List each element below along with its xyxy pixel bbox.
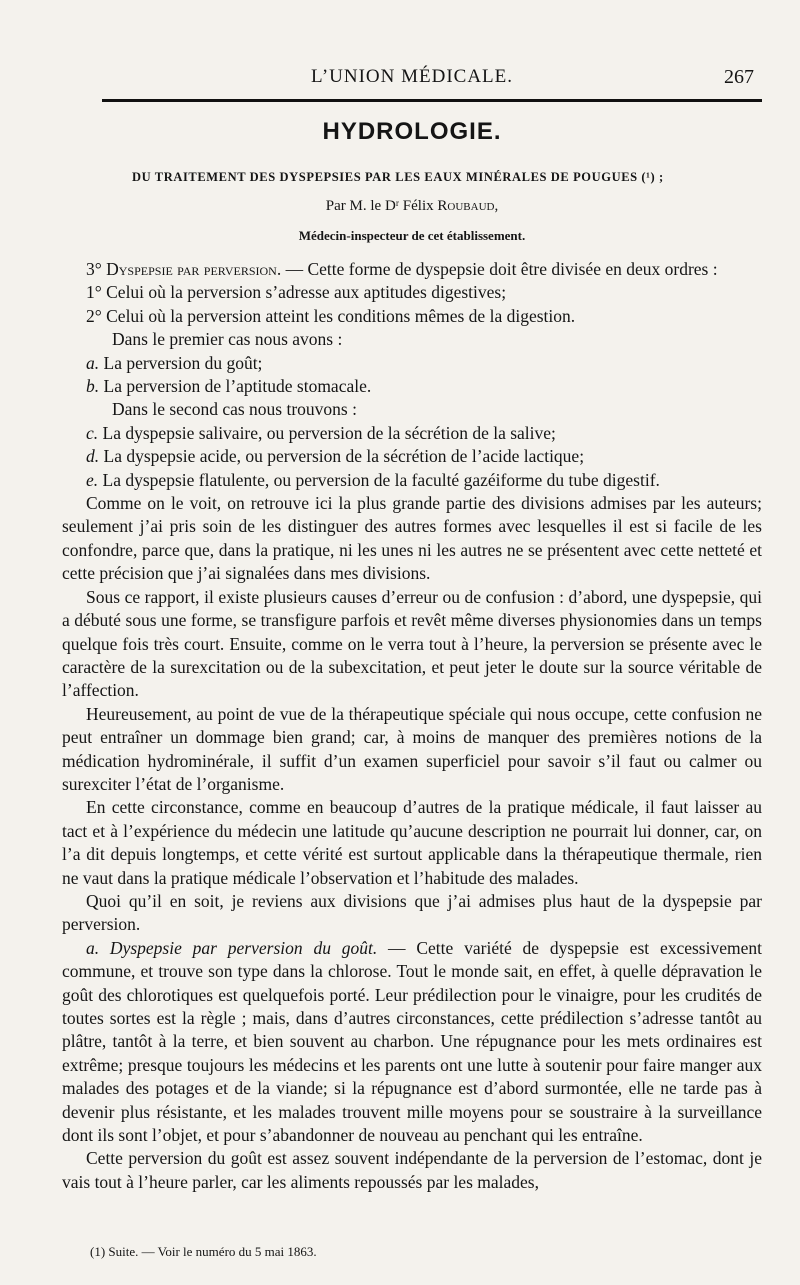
item-letter: b. [86,376,100,397]
item-a [62,352,762,375]
item-c [62,422,762,445]
author-name: Roubaud, [437,198,499,214]
paragraph-cette: Cette perversion du goût est assez souvent indépendante de la perversion de l’estomac, dont je vais tout à l’heure parler, car les aliments repoussés par les malades, [62,1148,762,1192]
subsection-text: — Cette variété de dyspepsie est excessivement commune, et trouve son type dans la chlorose. Tout le monde sait, en effet, à quelle dépravation le goût des chlorotiques est quelquefois porté. Leur prédilection pour le vinaigre, pour les crudités de toutes sortes est la règle ; mais, dans d’autres circonstances, cette prédilection s’adresse tantôt au plâtre, tantôt à la terre, et bien souvent au charbon. Une répugnance pour les mets ordinaires est extrême; presque toujours les médecins et les parents ont une lutte à soutenir pour faire manger aux malades des potages et de la viande; si la répugnance est d’abord surmontée, elle ne tarde pas à devenir plus résistante, et les malades trouvent mille moyens pour se soustraire à la surveillance dont ils sont l’objet, et pour s’abandonner de nouveau au penchant qui les entraîne. [62,937,762,1146]
paragraph-circonstance: En cette circonstance, comme en beaucoup d’autres de la pratique médicale, il faut laisser au tact et à l’expérience du médecin une latitude qu’aucune description ne pourrait lui donner, car, on l’a dit depuis longtemps, et cette vérité est surtout applicable dans la thérapeutique thermale, rien ne vaut dans la pratique médicale l’observation et l’habitude des malades. [62,797,762,888]
case-second: Dans le second cas nous trouvons : [112,399,357,420]
article-body [62,258,762,1194]
item-e [62,469,762,492]
item-text: La perversion du goût; [99,352,263,373]
author-prefix: Par M. le Dʳ Félix [325,198,438,214]
paragraph-comme: Comme on le voit, on retrouve ici la plus grande partie des divisions admises par les auteurs; seulement j’ai pris soin de les distinguer des autres formes avec lesquelles il est si facile de les confondre, parce que, dans la pratique, ni les unes ni les autres ne se présentent avec cette netteté et cette précision que j’ai signalées dans mes divisions. [62,493,762,584]
item-text: La dyspepsie salivaire, ou perversion de la sécrétion de la salive; [98,422,556,443]
section-heading: Dyspepsie par perversion. [106,259,282,279]
author-affiliation: Médecin-inspecteur de cet établissement. [298,228,526,243]
paragraph-gout [62,937,762,1148]
case-first: Dans le premier cas nous avons : [112,329,343,350]
item-text: La dyspepsie acide, ou perversion de la sécrétion de l’acide lactique; [99,446,585,467]
item-text: La perversion de l’aptitude stomacale. [99,376,372,397]
running-header [62,66,762,92]
order-2: 2° Celui où la perversion atteint les conditions mêmes de la digestion. [86,305,576,326]
item-d [62,445,762,468]
author-line [62,198,762,215]
item-letter: e. [86,469,99,490]
paragraph-intro [62,258,762,281]
section-number: 3° [86,259,107,279]
paragraph-sous: Sous ce rapport, il existe plusieurs causes d’erreur ou de confusion : d’abord, une dyspepsie, qui a débuté sous une forme, se transfigure parfois et revêt même diverses physionomies dans un temps quelque fois très court. Ensuite, comme on le verra tout à l’heure, la perversion se présente avec le caractère de la surexcitation ou de la subexcitation, et peut jeter le doute sur la source véritable de l’affection. [62,586,762,701]
item-text: La dyspepsie flatulente, ou perversion de la faculté gazéiforme du tube digestif. [98,469,660,490]
subsection-heading: a. Dyspepsie par perversion du goût. [86,937,378,958]
item-letter: c. [86,422,99,443]
page [62,0,762,1285]
item-b [62,375,762,398]
section-title: HYDROLOGIE. [322,118,502,145]
intro-text: — Cette forme de dyspepsie doit être divisée en deux ordres : [281,259,718,279]
footnote: (1) Suite. — Voir le numéro du 5 mai 1863. [90,1244,317,1259]
order-1: 1° Celui où la perversion s’adresse aux aptitudes digestives; [86,282,507,303]
paragraph-quoi: Quoi qu’il en soit, je reviens aux divisions que j’ai admises plus haut de la dyspepsie par perversion. [62,890,762,935]
item-letter: d. [86,446,100,467]
page-number: 267 [724,66,754,88]
header-rule [102,99,762,102]
running-title: L’UNION MÉDICALE. [310,66,514,87]
paragraph-heureusement: Heureusement, au point de vue de la thérapeutique spéciale qui nous occupe, cette confusion ne peut entraîner un dommage bien grand; car, à moins de manquer des premières notions de la médication hydrominérale, il suffit d’un examen superficiel pour savoir s’il faut ou calmer ou surexciter l’état de l’organisme. [62,703,762,794]
article-title: DU TRAITEMENT DES DYSPEPSIES PAR LES EAUX MINÉRALES DE POUGUES (¹) ; [132,170,664,184]
item-letter: a. [86,352,100,373]
